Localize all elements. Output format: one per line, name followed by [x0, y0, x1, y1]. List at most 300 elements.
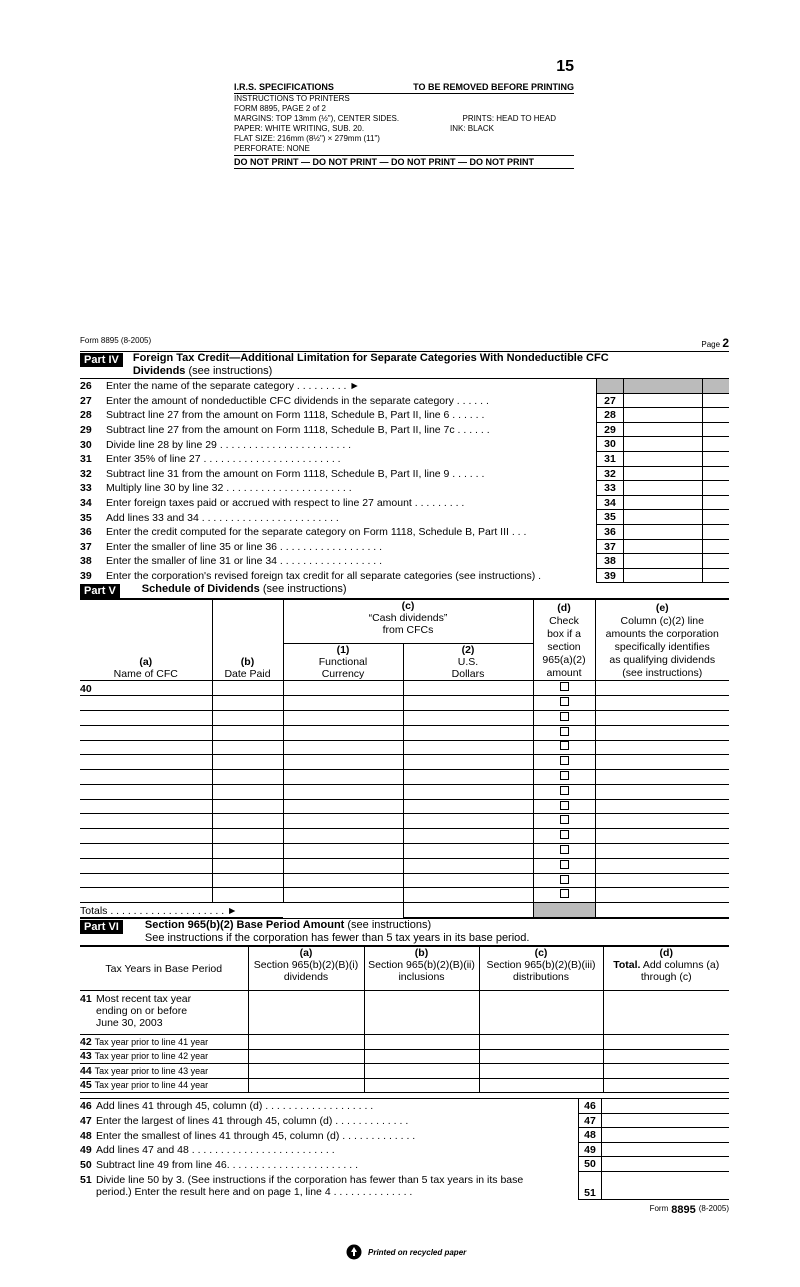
- us-dollars-input[interactable]: [403, 858, 533, 873]
- line-box-label: 32: [596, 467, 624, 482]
- line-description: Subtract line 49 from line 46. . . . . . . . . . . . . . . . . . . . . . .: [96, 1158, 359, 1171]
- line-description: Enter the largest of lines 41 through 45, column (d) . . . . . . . . . . . . .: [96, 1114, 409, 1127]
- date-paid-input[interactable]: [212, 725, 283, 740]
- section-965-checkbox[interactable]: [560, 786, 569, 795]
- p6-bottom-lines: [80, 1099, 729, 1172]
- line-amount-input[interactable]: [624, 569, 702, 584]
- qualifying-dividends-input[interactable]: [595, 799, 729, 814]
- row-number: 44: [80, 1064, 92, 1077]
- line-description: Enter the smallest of lines 41 through 45, column (d) . . . . . . . . . . . . .: [96, 1129, 416, 1142]
- line-amount-input[interactable]: [624, 452, 702, 467]
- col-c1-name1: Functional: [318, 656, 368, 669]
- line-box-label: 50: [578, 1157, 602, 1172]
- line-description: Subtract line 31 from the amount on Form 1118, Schedule B, Part II, line 9 . . . . . .: [106, 467, 485, 480]
- col-c-header: [283, 600, 533, 644]
- line-cents-input[interactable]: [702, 540, 729, 555]
- functional-currency-input[interactable]: [283, 799, 403, 814]
- spec-row: [234, 124, 574, 134]
- section-965-check-cell: [533, 844, 595, 859]
- section-965-checkbox[interactable]: [560, 860, 569, 869]
- cfc-name-input[interactable]: [80, 829, 212, 844]
- functional-currency-input[interactable]: [283, 770, 403, 785]
- section-965-checkbox[interactable]: [560, 756, 569, 765]
- section-965-checkbox[interactable]: [560, 741, 569, 750]
- line-39: [80, 569, 729, 584]
- row-col-c-input[interactable]: [479, 1035, 603, 1050]
- line-description: Enter the credit computed for the separate category on Form 1118, Schedule B, Part III . . .: [106, 526, 527, 539]
- tax-year-label: [80, 1064, 248, 1079]
- dividend-row: [80, 888, 729, 903]
- spec-header: [234, 82, 574, 94]
- row-text: Tax year prior to line 43 year: [94, 1065, 209, 1076]
- section-965-check-cell: [533, 814, 595, 829]
- cfc-name-input[interactable]: [80, 681, 212, 696]
- qualifying-dividends-input[interactable]: [595, 888, 729, 903]
- line-amount-input[interactable]: [624, 481, 702, 496]
- row-col-a-input[interactable]: [248, 1078, 364, 1093]
- line-47: [80, 1114, 729, 1129]
- line-cents-input[interactable]: [702, 408, 729, 423]
- qualifying-dividends-input[interactable]: [595, 681, 729, 696]
- line-amount-input[interactable]: [624, 525, 702, 540]
- spec-margins: MARGINS: TOP 13mm (½"), CENTER SIDES.: [234, 114, 400, 123]
- line-cents-input[interactable]: [702, 423, 729, 438]
- cfc-name-input[interactable]: [80, 888, 212, 903]
- us-dollars-input[interactable]: [403, 799, 533, 814]
- line-34: [80, 496, 729, 511]
- line-33: [80, 481, 729, 496]
- page-indicator: [701, 336, 729, 350]
- cfc-name-input[interactable]: [80, 873, 212, 888]
- part6-title: [145, 919, 530, 945]
- cfc-name-input[interactable]: [80, 858, 212, 873]
- functional-currency-input[interactable]: [283, 873, 403, 888]
- date-paid-input[interactable]: [212, 770, 283, 785]
- part5-label: Part V: [80, 584, 120, 598]
- line-amount-input[interactable]: [624, 510, 702, 525]
- section-965-checkbox[interactable]: [560, 727, 569, 736]
- row-col-d-input[interactable]: [603, 1049, 729, 1064]
- qualifying-dividends-input[interactable]: [595, 784, 729, 799]
- spec-line: INSTRUCTIONS TO PRINTERS: [234, 94, 350, 103]
- line-number: 28: [80, 409, 92, 422]
- col-d-line: Check: [549, 615, 579, 628]
- date-paid-input[interactable]: [212, 710, 283, 725]
- row-col-a-input[interactable]: [248, 1049, 364, 1064]
- line-description: Subtract line 27 from the amount on Form 1118, Schedule B, Part II, line 6 . . . . . .: [106, 409, 485, 422]
- us-dollars-input[interactable]: [403, 725, 533, 740]
- qualifying-dividends-input[interactable]: [595, 710, 729, 725]
- base-period-row: [80, 1064, 729, 1079]
- us-dollars-input[interactable]: [403, 740, 533, 755]
- section-965-check-cell: [533, 725, 595, 740]
- line-46: [80, 1099, 729, 1114]
- line-box-label: 38: [596, 554, 624, 569]
- line-description: Enter the smaller of line 35 or line 36 . . . . . . . . . . . . . . . . . .: [106, 540, 383, 553]
- line-cents-input[interactable]: [702, 437, 729, 452]
- section-965-checkbox[interactable]: [560, 801, 569, 810]
- date-paid-input[interactable]: [212, 844, 283, 859]
- col-e-letter: (e): [655, 602, 669, 615]
- spec-title-left: I.R.S. SPECIFICATIONS: [234, 82, 334, 92]
- cfc-name-input[interactable]: [80, 844, 212, 859]
- spec-page-number: 15: [556, 58, 574, 75]
- col-d-line: amount: [546, 667, 582, 680]
- line-number: 36: [80, 526, 92, 539]
- functional-currency-input[interactable]: [283, 740, 403, 755]
- line-number: 49: [80, 1144, 92, 1157]
- line-number: 50: [80, 1158, 92, 1171]
- section-965-check-cell: [533, 888, 595, 903]
- us-dollars-input[interactable]: [403, 755, 533, 770]
- form-page: [80, 336, 729, 1216]
- line-number: 37: [80, 540, 92, 553]
- line-28: [80, 408, 729, 423]
- row41-b-input[interactable]: [364, 991, 479, 1035]
- part4-header: [80, 352, 729, 379]
- line-amount-input[interactable]: [602, 1157, 729, 1172]
- col-d-line: section: [547, 641, 581, 654]
- line-amount-input[interactable]: [624, 408, 702, 423]
- line-box-label: 27: [596, 394, 624, 409]
- part6-see: (see instructions): [347, 919, 432, 932]
- totals-c2-input[interactable]: [403, 903, 533, 918]
- col-e-line: amounts the corporation: [605, 628, 719, 641]
- qualifying-dividends-input[interactable]: [595, 873, 729, 888]
- qualifying-dividends-input[interactable]: [595, 770, 729, 785]
- page-label: Page: [701, 340, 721, 349]
- us-dollars-input[interactable]: [403, 844, 533, 859]
- line-cents-input[interactable]: [702, 394, 729, 409]
- line-number: 29: [80, 424, 92, 437]
- section-965-checkbox[interactable]: [560, 845, 569, 854]
- line-amount-input[interactable]: [624, 423, 702, 438]
- row-col-b-input[interactable]: [364, 1049, 479, 1064]
- line-amount-input[interactable]: [602, 1143, 729, 1158]
- qualifying-dividends-input[interactable]: [595, 755, 729, 770]
- line-amount-input[interactable]: [624, 467, 702, 482]
- line-amount-input[interactable]: [624, 437, 702, 452]
- line-cents-input[interactable]: [702, 510, 729, 525]
- section-965-checkbox[interactable]: [560, 815, 569, 824]
- base-period-row: [80, 1035, 729, 1050]
- date-paid-input[interactable]: [212, 888, 283, 903]
- row-text: Tax year prior to line 41 year: [94, 1036, 209, 1047]
- us-dollars-input[interactable]: [403, 681, 533, 696]
- line-cents-input[interactable]: [702, 554, 729, 569]
- cfc-name-input[interactable]: [80, 696, 212, 711]
- footer-form-label: Form: [649, 1204, 669, 1214]
- col-c2-header: [403, 644, 533, 681]
- p6-col-b-line: Section 965(b)(2)(B)(ii): [368, 959, 475, 972]
- line-number: 31: [80, 453, 92, 466]
- p6-col-c-line: distributions: [512, 971, 570, 984]
- line-35: [80, 510, 729, 525]
- qualifying-dividends-input[interactable]: [595, 829, 729, 844]
- functional-currency-input[interactable]: [283, 681, 403, 696]
- line-number: 35: [80, 511, 92, 524]
- qualifying-dividends-input[interactable]: [595, 696, 729, 711]
- col-c2-letter: (2): [461, 644, 475, 657]
- dividends-rows: [80, 681, 729, 903]
- section-965-checkbox[interactable]: [560, 830, 569, 839]
- us-dollars-input[interactable]: [403, 784, 533, 799]
- qualifying-dividends-input[interactable]: [595, 814, 729, 829]
- dividend-row: [80, 799, 729, 814]
- p6-col-c-letter: (c): [534, 947, 548, 960]
- date-paid-input[interactable]: [212, 829, 283, 844]
- cfc-name-input[interactable]: [80, 799, 212, 814]
- line-amount-input[interactable]: [624, 540, 702, 555]
- line-description: Enter the name of the separate category . . . . . . . . . ►: [106, 380, 360, 393]
- row-col-c-input[interactable]: [479, 1049, 603, 1064]
- functional-currency-input[interactable]: [283, 844, 403, 859]
- p6-col-d-rest2: through (c): [640, 971, 692, 984]
- spec-flat: FLAT SIZE: 216mm (8½") × 279mm (11"): [234, 134, 380, 143]
- date-paid-input[interactable]: [212, 814, 283, 829]
- line-description: Subtract line 27 from the amount on Form 1118, Schedule B, Part II, line 7c . . . . . .: [106, 424, 490, 437]
- cfc-name-input[interactable]: [80, 784, 212, 799]
- line-cents-input[interactable]: [702, 481, 729, 496]
- line-description: Enter the amount of nondeductible CFC dividends in the separate category . . . . . .: [106, 394, 489, 407]
- spec-prints: PRINTS: HEAD TO HEAD: [462, 114, 556, 123]
- functional-currency-input[interactable]: [283, 710, 403, 725]
- recycled-notice: [346, 1244, 466, 1260]
- date-paid-input[interactable]: [212, 681, 283, 696]
- part6-title-text: Section 965(b)(2) Base Period Amount: [144, 919, 345, 932]
- date-paid-input[interactable]: [212, 740, 283, 755]
- col-c-name1: “Cash dividends”: [368, 612, 448, 625]
- p6-col-a-line: dividends: [283, 971, 329, 984]
- line-number: 39: [80, 570, 92, 583]
- section-965-check-cell: [533, 829, 595, 844]
- date-paid-input[interactable]: [212, 755, 283, 770]
- line51-text1: Divide line 50 by 3. (See instructions if the corporation has fewer than 5 tax years in its base: [96, 1174, 524, 1187]
- functional-currency-input[interactable]: [283, 814, 403, 829]
- line-amount-input[interactable]: [624, 394, 702, 409]
- section-965-checkbox[interactable]: [560, 697, 569, 706]
- col-a-header: [80, 600, 212, 681]
- row41-label: [80, 991, 248, 1035]
- line51-desc: [96, 1172, 578, 1200]
- form-header: [80, 336, 729, 352]
- row-col-c-input[interactable]: [479, 1078, 603, 1093]
- date-paid-input[interactable]: [212, 784, 283, 799]
- line-box-label: 37: [596, 540, 624, 555]
- row-col-a-input[interactable]: [248, 1035, 364, 1050]
- page-number: 2: [722, 336, 729, 350]
- line-box-label: 30: [596, 437, 624, 452]
- spec-row: [234, 114, 574, 124]
- us-dollars-input[interactable]: [403, 873, 533, 888]
- functional-currency-input[interactable]: [283, 858, 403, 873]
- p6-col-a-letter: (a): [299, 947, 313, 960]
- section-965-checkbox[interactable]: [560, 771, 569, 780]
- date-paid-input[interactable]: [212, 696, 283, 711]
- line-48: [80, 1128, 729, 1143]
- qualifying-dividends-input[interactable]: [595, 725, 729, 740]
- dividend-row: [80, 725, 729, 740]
- tax-year-label: [80, 1078, 248, 1093]
- p6-col-d-bold: Total.: [613, 959, 641, 972]
- spec-perforate: PERFORATE: NONE: [234, 144, 310, 153]
- line-box-label: 35: [596, 510, 624, 525]
- line-description: Enter foreign taxes paid or accrued with respect to line 27 amount . . . . . . . . .: [106, 497, 465, 510]
- cfc-name-input[interactable]: [80, 725, 212, 740]
- date-paid-input[interactable]: [212, 858, 283, 873]
- cfc-name-input[interactable]: [80, 755, 212, 770]
- tax-year-label: [80, 1049, 248, 1064]
- line-number: 38: [80, 555, 92, 568]
- line-51: [80, 1172, 729, 1200]
- line-cents-input[interactable]: [702, 496, 729, 511]
- row-number: 43: [80, 1050, 92, 1063]
- qualifying-dividends-input[interactable]: [595, 740, 729, 755]
- spec-title-right: TO BE REMOVED BEFORE PRINTING: [413, 82, 574, 92]
- line51-text2: period.) Enter the result here and on page 1, line 4 . . . . . . . . . . . . . .: [96, 1186, 413, 1199]
- col-d-letter: (d): [557, 602, 571, 615]
- line-description: Enter 35% of line 27 . . . . . . . . . . . . . . . . . . . . . . . .: [106, 453, 341, 466]
- line-box-label: [596, 379, 624, 394]
- line51-input[interactable]: [602, 1172, 729, 1200]
- p6-col-d-letter: (d): [659, 947, 673, 960]
- row41-c-input[interactable]: [479, 991, 603, 1035]
- totals-e-input[interactable]: [595, 903, 729, 918]
- date-paid-input[interactable]: [212, 799, 283, 814]
- base-period-rows: [80, 1035, 729, 1093]
- row41-d-input[interactable]: [603, 991, 729, 1035]
- line-number: 30: [80, 438, 92, 451]
- functional-currency-input[interactable]: [283, 755, 403, 770]
- functional-currency-input[interactable]: [283, 725, 403, 740]
- base-period-row: [80, 1078, 729, 1093]
- recycled-text: Printed on recycled paper: [368, 1247, 467, 1257]
- line-number: 34: [80, 497, 92, 510]
- functional-currency-input[interactable]: [283, 888, 403, 903]
- row-number: 45: [80, 1079, 92, 1092]
- us-dollars-input[interactable]: [403, 710, 533, 725]
- tax-years-header: Tax Years in Base Period: [80, 947, 248, 991]
- line-amount-input[interactable]: [602, 1128, 729, 1143]
- cfc-name-input[interactable]: [80, 710, 212, 725]
- row-col-d-input[interactable]: [603, 1035, 729, 1050]
- part4-lines: [80, 379, 729, 583]
- row41-line: Most recent tax year: [96, 993, 192, 1006]
- functional-currency-input[interactable]: [283, 829, 403, 844]
- line-cents-input[interactable]: [702, 569, 729, 584]
- totals-c1-cell: [283, 903, 403, 918]
- section-965-checkbox[interactable]: [560, 889, 569, 898]
- line-box-label: 47: [578, 1114, 602, 1129]
- part6-header: [80, 918, 729, 946]
- cfc-name-input[interactable]: [80, 770, 212, 785]
- dividend-row: [80, 681, 729, 696]
- dividend-row: [80, 770, 729, 785]
- form-id: Form 8895 (8-2005): [80, 336, 152, 345]
- qualifying-dividends-input[interactable]: [595, 844, 729, 859]
- section-965-check-cell: [533, 858, 595, 873]
- line-number: 33: [80, 482, 92, 495]
- row41-a-input[interactable]: [248, 991, 364, 1035]
- section-965-checkbox[interactable]: [560, 682, 569, 691]
- spec-paper: PAPER: WHITE WRITING, SUB. 20.: [234, 124, 365, 133]
- part4-title-line2: Dividends: [132, 365, 186, 377]
- form-footer: [80, 1204, 729, 1216]
- row-col-b-input[interactable]: [364, 1035, 479, 1050]
- functional-currency-input[interactable]: [283, 696, 403, 711]
- spec-line: FORM 8895, PAGE 2 of 2: [234, 104, 326, 113]
- line-40-number: 40: [80, 683, 92, 696]
- dividend-row: [80, 873, 729, 888]
- totals-label: [80, 903, 283, 918]
- section-965-checkbox[interactable]: [560, 875, 569, 884]
- date-paid-input[interactable]: [212, 873, 283, 888]
- qualifying-dividends-input[interactable]: [595, 858, 729, 873]
- section-965-check-cell: [533, 740, 595, 755]
- functional-currency-input[interactable]: [283, 784, 403, 799]
- row41-line: June 30, 2003: [96, 1017, 163, 1030]
- line-amount-input[interactable]: [624, 554, 702, 569]
- us-dollars-input[interactable]: [403, 829, 533, 844]
- us-dollars-input[interactable]: [403, 696, 533, 711]
- col-c1-header: [283, 644, 403, 681]
- dividend-row: [80, 814, 729, 829]
- line-38: [80, 554, 729, 569]
- line-cents-input[interactable]: [702, 467, 729, 482]
- row-col-c-input[interactable]: [479, 1064, 603, 1079]
- line-number: 48: [80, 1129, 92, 1142]
- col-c2-name1: U.S.: [457, 656, 479, 669]
- col-b-letter: (b): [240, 656, 255, 669]
- cfc-name-input[interactable]: [80, 740, 212, 755]
- dividend-row: [80, 844, 729, 859]
- tax-year-label: [80, 1035, 248, 1050]
- p6-col-a-header: [248, 947, 364, 991]
- line-cents-input[interactable]: [702, 525, 729, 540]
- dividend-row: [80, 710, 729, 725]
- section-965-check-cell: [533, 784, 595, 799]
- line-cents-input[interactable]: [702, 452, 729, 467]
- line-amount-input[interactable]: [602, 1114, 729, 1129]
- cfc-name-input[interactable]: [80, 814, 212, 829]
- row-col-d-input[interactable]: [603, 1078, 729, 1093]
- row-col-d-input[interactable]: [603, 1064, 729, 1079]
- line-number: 46: [80, 1100, 92, 1113]
- dividend-row: [80, 755, 729, 770]
- line-amount-input[interactable]: [624, 496, 702, 511]
- line-description: Enter the smaller of line 31 or line 34 . . . . . . . . . . . . . . . . . .: [106, 555, 383, 568]
- line-description: Enter the corporation's revised foreign tax credit for all separate categories (see instructions) .: [106, 570, 542, 583]
- line-number: 32: [80, 467, 92, 480]
- section-965-checkbox[interactable]: [560, 712, 569, 721]
- us-dollars-input[interactable]: [403, 888, 533, 903]
- line-number: 47: [80, 1114, 92, 1127]
- row-col-b-input[interactable]: [364, 1078, 479, 1093]
- line-description: Add lines 41 through 45, column (d) . . . . . . . . . . . . . . . . . . .: [96, 1100, 374, 1113]
- col-a-letter: (a): [139, 656, 153, 669]
- row-col-b-input[interactable]: [364, 1064, 479, 1079]
- us-dollars-input[interactable]: [403, 770, 533, 785]
- row-col-a-input[interactable]: [248, 1064, 364, 1079]
- spec-do-not-print: DO NOT PRINT — DO NOT PRINT — DO NOT PRINT — DO NOT PRINT: [234, 155, 574, 169]
- p6-col-d-header: [603, 947, 729, 991]
- col-e-header: [595, 600, 729, 681]
- row41-num: 41: [80, 993, 92, 1006]
- section-965-check-cell: [533, 681, 595, 696]
- col-c2-name2: Dollars: [451, 668, 485, 681]
- us-dollars-input[interactable]: [403, 814, 533, 829]
- line-amount-input[interactable]: [602, 1099, 729, 1114]
